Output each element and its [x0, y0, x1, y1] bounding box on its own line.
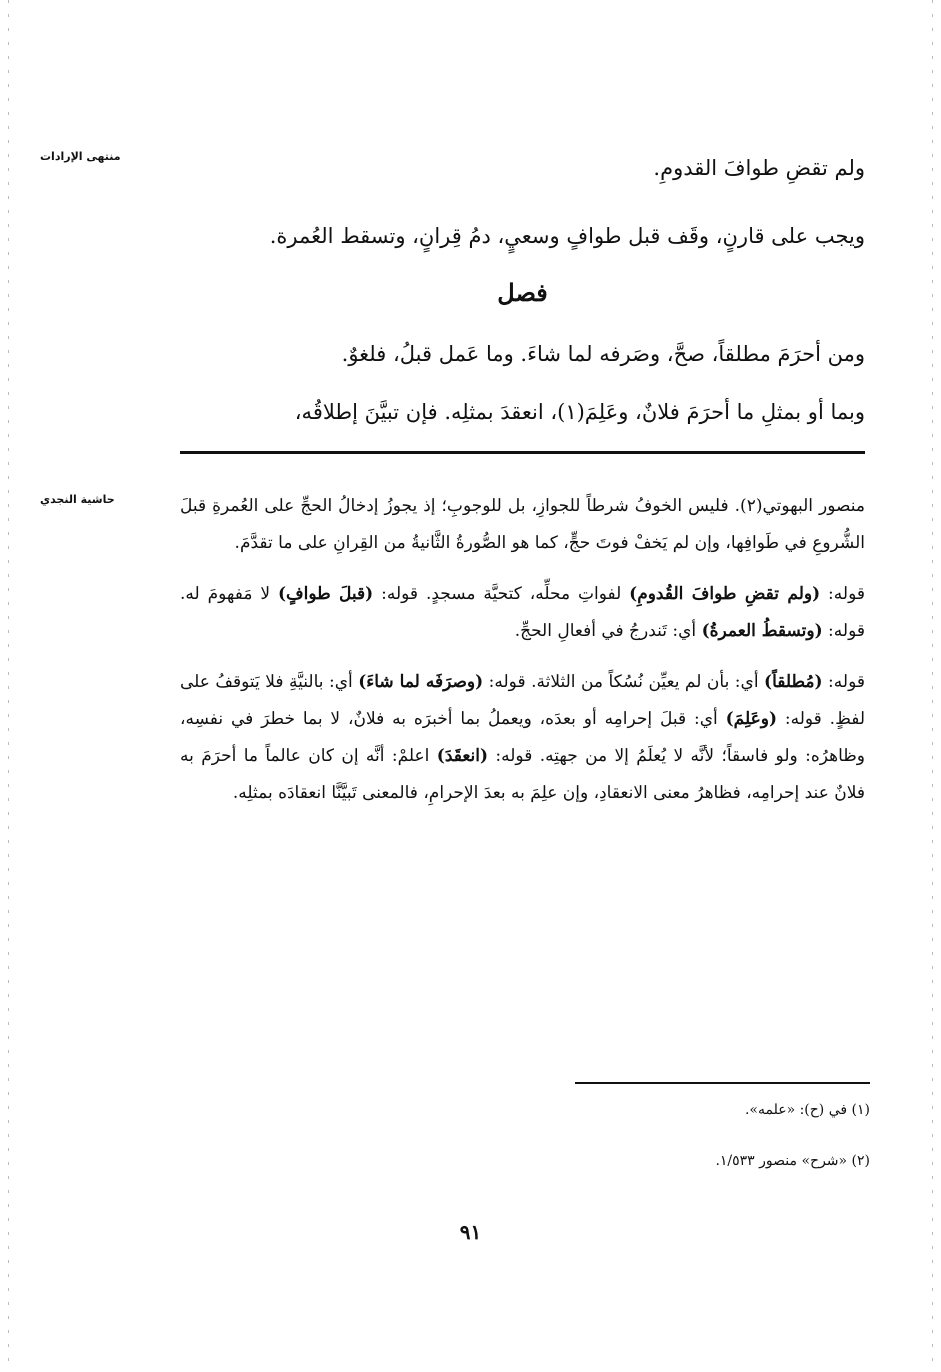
text: أي: قبلَ إحرامِه أو بعدَه، ويعملُ بما أخبرَه به فلانٌ، لا بما خطرَ في نفسِه، وظاهرُه: ولو فاسقاً؛ لأنَّه لا يُعلَمُ إلا من جهتِه. قوله: — [180, 709, 865, 766]
section-heading: فصل — [497, 278, 548, 307]
matn-text-2: ويجب على قارنٍ، وقَف قبل طوافٍ وسعيٍ، دمُ قِرانٍ، وتسقط العُمرة. — [269, 224, 865, 248]
text: لا مَفهومَ له. قوله: — [180, 584, 865, 641]
text: قوله: — [820, 584, 865, 604]
footnote-1: (١) في (ح): «علمه». — [744, 1102, 870, 1118]
matn-line-1 — [180, 140, 865, 196]
quoted-phrase: (ولم تقضِ طوافَ القُدومِ) — [629, 584, 821, 604]
matn-line-4 — [180, 384, 865, 440]
sharh-paragraph-3 — [180, 664, 865, 812]
text: اعلمْ: أنَّه إن كان عالماً ما أحرَمَ به فلانٌ عند إحرامِه، فظاهرُ معنى الانعقادِ، وإن علِمَ به بعدَ الإحرامِ، فالمعنى تَبيَّنَّا انعقادَه بمثلِه. — [180, 746, 865, 803]
text: أي: بالنيَّةِ فلا يَتوقفُ على لفظٍ. قوله: — [180, 672, 865, 729]
quoted-phrase: (قبلَ طوافٍ) — [277, 584, 374, 604]
matn-line-3 — [180, 326, 865, 382]
sharh-body — [180, 488, 865, 826]
quoted-phrase: (انعقَدَ) — [436, 746, 489, 766]
text: لفواتِ محلِّه، كتحيَّة مسجدٍ. قوله: — [373, 584, 630, 604]
scan-edge-right — [932, 0, 933, 1372]
sharh-paragraph-1: منصور البهوتي(٢). فليس الخوفُ شرطاً للجوازِ، بل للوجوبِ؛ إذ يجوزُ إدخالُ الحجِّ على العُمرةِ قبلَ الشُّروعِ في طَوافِها، وإن لم يَخفْ فوتَ حجٍّ، كما هو الصُّورةُ الثَّانيةُ من القِرانِ على ما تقدَّمَ. — [180, 496, 865, 553]
quoted-phrase: (مُطلقاً) — [764, 672, 823, 692]
quoted-phrase: (وصرَفَه لما شاءَ) — [358, 672, 484, 692]
text: أي: بأن لم يعيِّن نُسُكاً من الثلاثة. قوله: — [483, 672, 765, 692]
page-number: ٩١ — [459, 1220, 482, 1244]
quoted-phrase: (وعَلِمَ) — [725, 709, 778, 729]
side-label-top: منتهى الإرادات — [40, 150, 121, 163]
quoted-phrase: (وتسقطُ العمرةُ) — [701, 621, 823, 641]
text: قوله: — [822, 672, 865, 692]
scan-edge-left — [8, 0, 9, 1372]
matn-separator — [180, 451, 865, 454]
matn-text-3: ومن أحرَمَ مطلقاً، صحَّ، وصَرفه لما شاءَ. وما عَمل قبلُ، فلغوٌ. — [341, 342, 865, 366]
footnote-2: (٢) «شرح» منصور ١/٥٣٣. — [715, 1153, 870, 1169]
text: أي: تَندرجُ في أفعالِ الحجِّ. — [514, 621, 702, 641]
sharh-paragraph-2 — [180, 576, 865, 650]
footnote-separator — [575, 1082, 870, 1084]
matn-text-4: وبما أو بمثلِ ما أحرَمَ فلانٌ، وعَلِمَ(١)، انعقدَ بمثلِه. فإن تبيَّنَ إطلاقُه، — [294, 400, 865, 424]
matn-text-1: ولم تقضِ طوافَ القدومِ. — [653, 156, 865, 180]
matn-line-2 — [180, 208, 865, 264]
side-label-bottom: حاشية النجدي — [40, 493, 115, 506]
